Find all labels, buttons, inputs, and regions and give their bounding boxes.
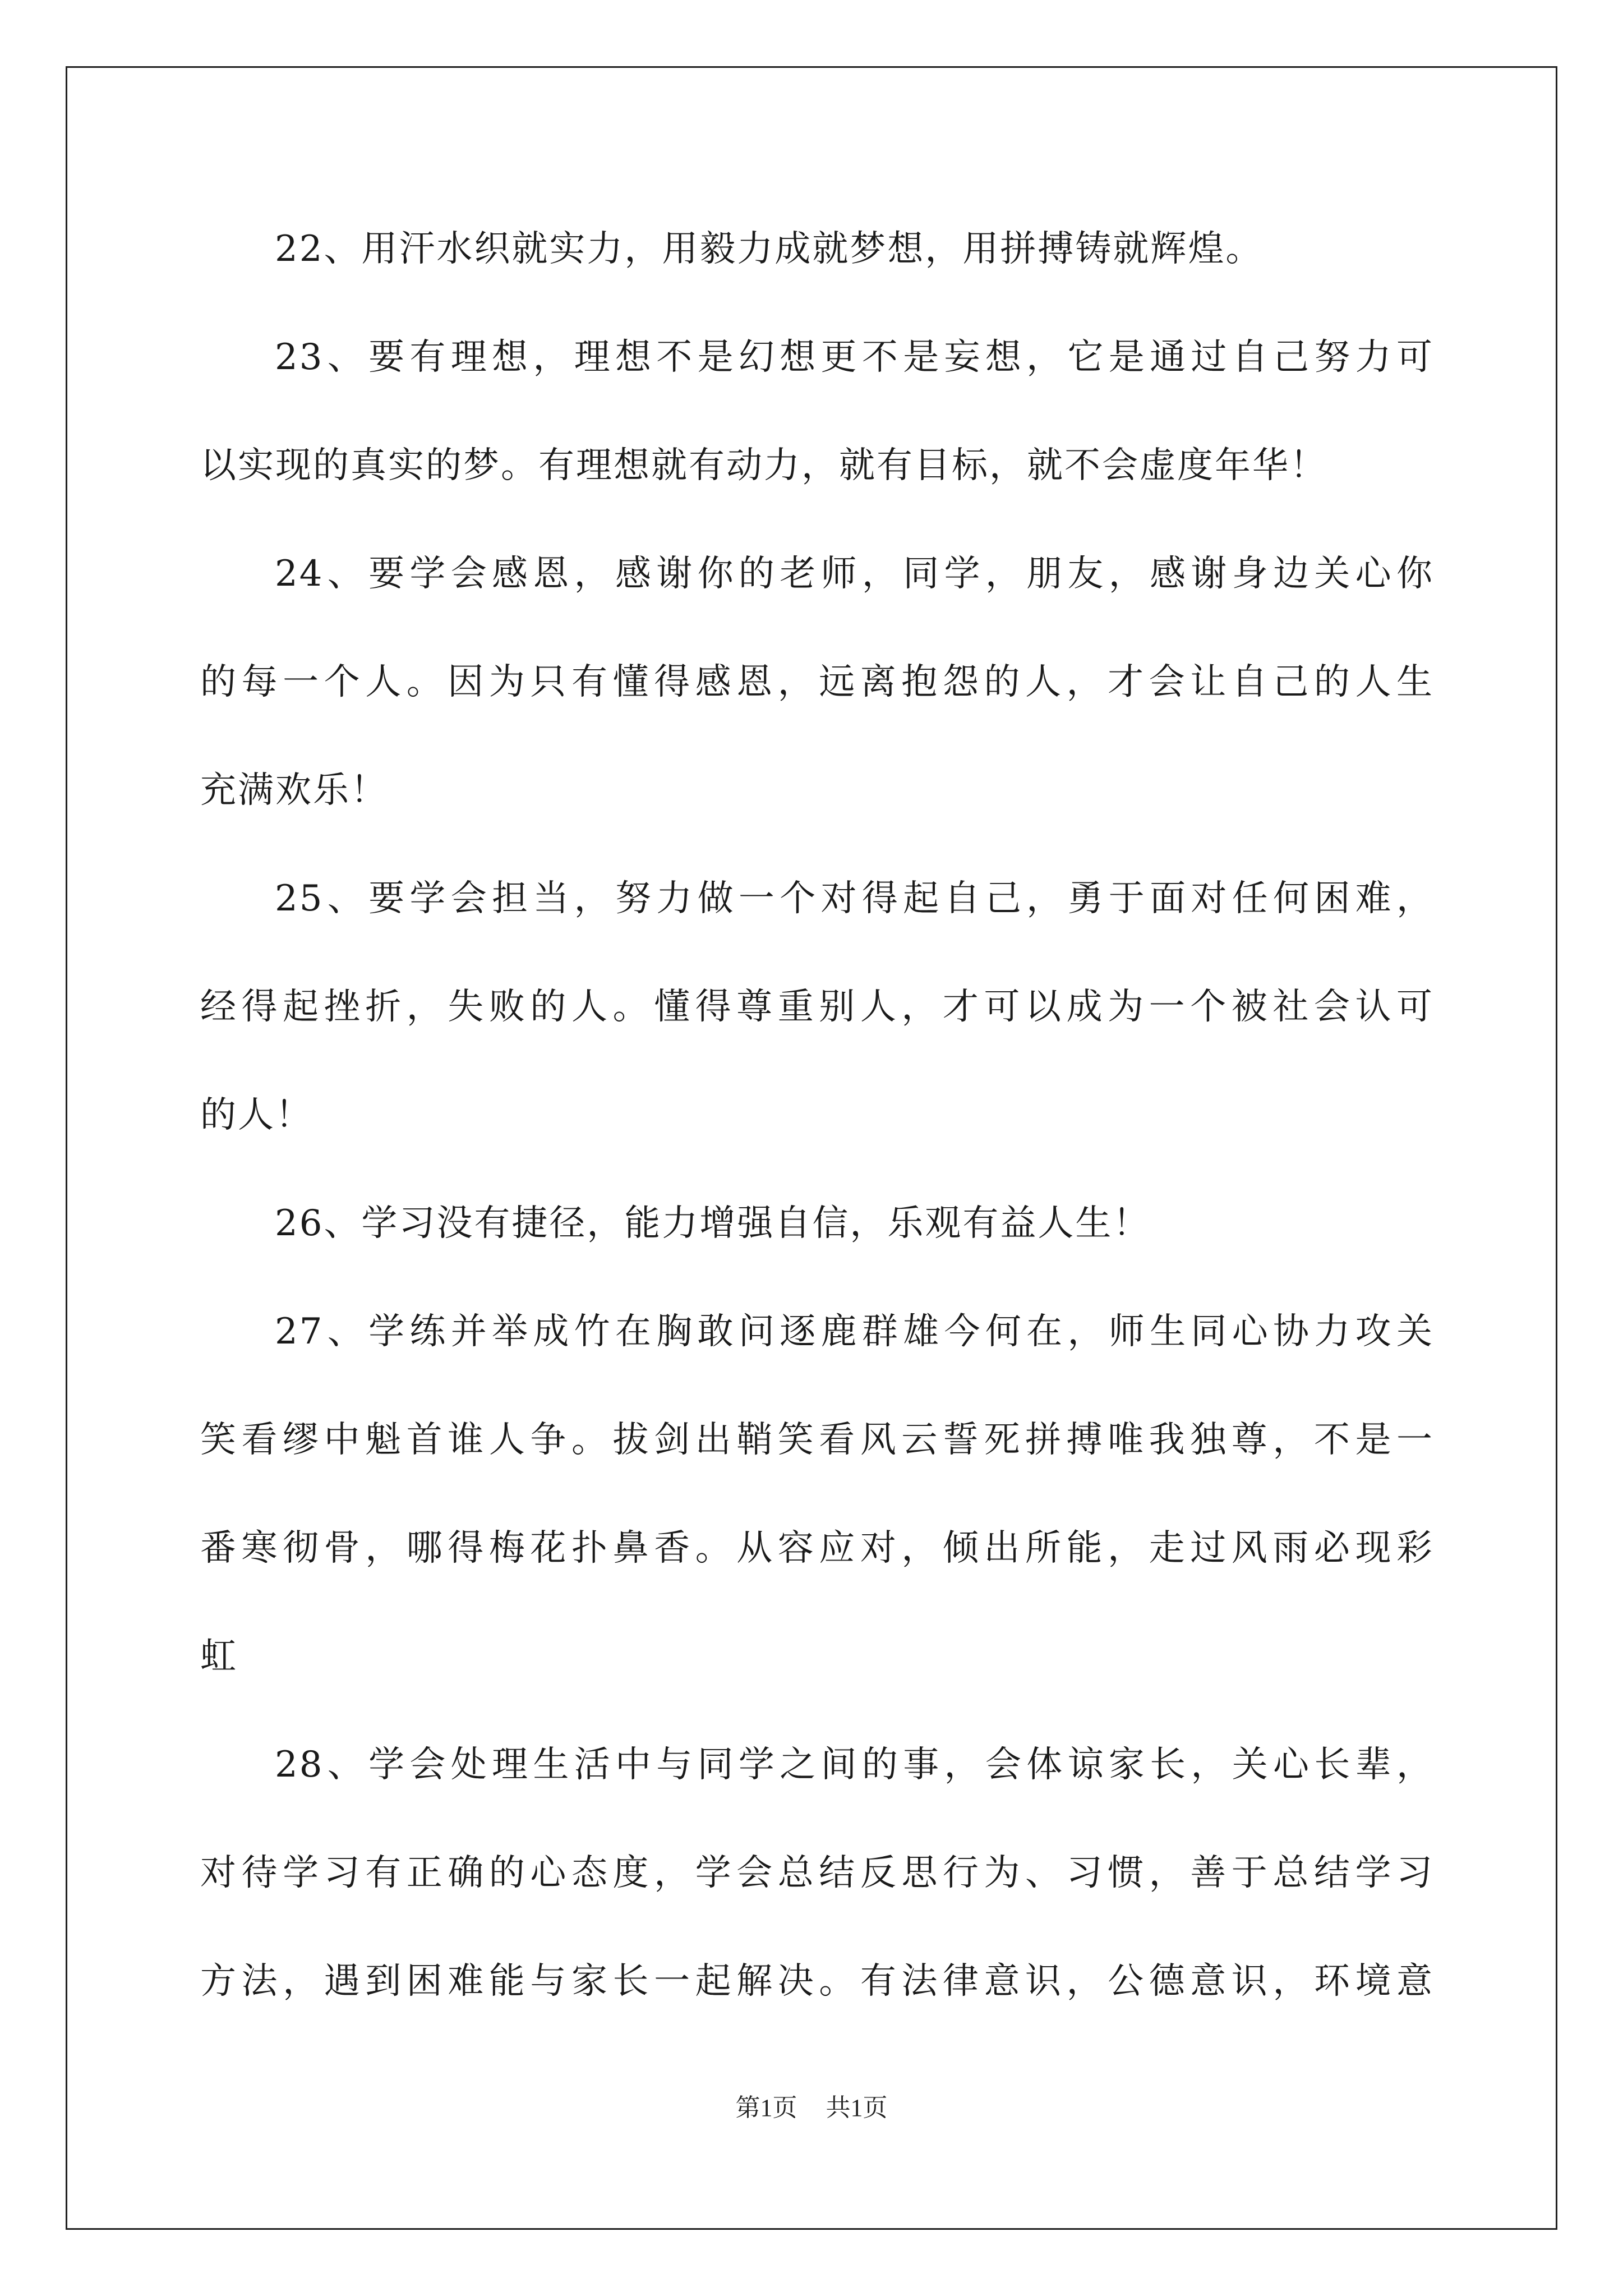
page-total: 共1页 [826, 2094, 888, 2122]
text-line: 26、学习没有捷径，能力增强自信，乐观有益人生！ [275, 1203, 1151, 1244]
paragraph-28 [200, 1711, 1434, 2036]
text-line: 的人！ [200, 1094, 313, 1136]
text-line: 对待学习有正确的心态度，学会总结反思行为、习惯，善于总结学习 [200, 1852, 1434, 1894]
text-line: 以实现的真实的梦。有理想就有动力，就有目标，就不会虚度年华！ [200, 445, 1327, 486]
text-line: 充满欢乐！ [200, 770, 388, 811]
paragraph-23 [200, 303, 1434, 520]
text-line: 28、学会处理生活中与同学之间的事，会体谅家长，关心长辈， [275, 1744, 1434, 1786]
paragraph-26 [200, 1170, 1434, 1278]
text-line: 27、学练并举成竹在胸敢问逐鹿群雄今何在，师生同心协力攻关 [275, 1311, 1434, 1352]
text-line: 笑看缪中魁首谁人争。拔剑出鞘笑看风云誓死拼搏唯我独尊，不是一 [200, 1419, 1434, 1461]
text-line: 经得起挫折，失败的人。懂得尊重别人，才可以成为一个被社会认可 [200, 986, 1434, 1028]
text-line: 番寒彻骨，哪得梅花扑鼻香。从容应对，倾出所能，走过风雨必现彩 [200, 1527, 1434, 1569]
text-line: 的每一个人。因为只有懂得感恩，远离抱怨的人，才会让自己的人生 [200, 661, 1434, 703]
paragraph-27 [200, 1278, 1434, 1711]
paragraph-24 [200, 520, 1434, 845]
page-number: 第1页 [735, 2094, 797, 2122]
text-line: 方法，遇到困难能与家长一起解决。有法律意识，公德意识，环境意 [200, 1961, 1434, 2002]
text-line: 23、要有理想，理想不是幻想更不是妄想，它是通过自己努力可 [275, 337, 1434, 378]
page-footer [0, 2087, 1623, 2123]
paragraph-22 [200, 195, 1434, 303]
document-body [200, 195, 1434, 2036]
text-line: 25、要学会担当，努力做一个对得起自己，勇于面对任何困难， [275, 878, 1434, 919]
text-line: 22、用汗水织就实力，用毅力成就梦想，用拼搏铸就辉煌。 [275, 228, 1264, 270]
text-line: 24、要学会感恩，感谢你的老师，同学，朋友，感谢身边关心你 [275, 553, 1434, 595]
text-line: 虹 [200, 1636, 238, 1677]
paragraph-25 [200, 845, 1434, 1170]
